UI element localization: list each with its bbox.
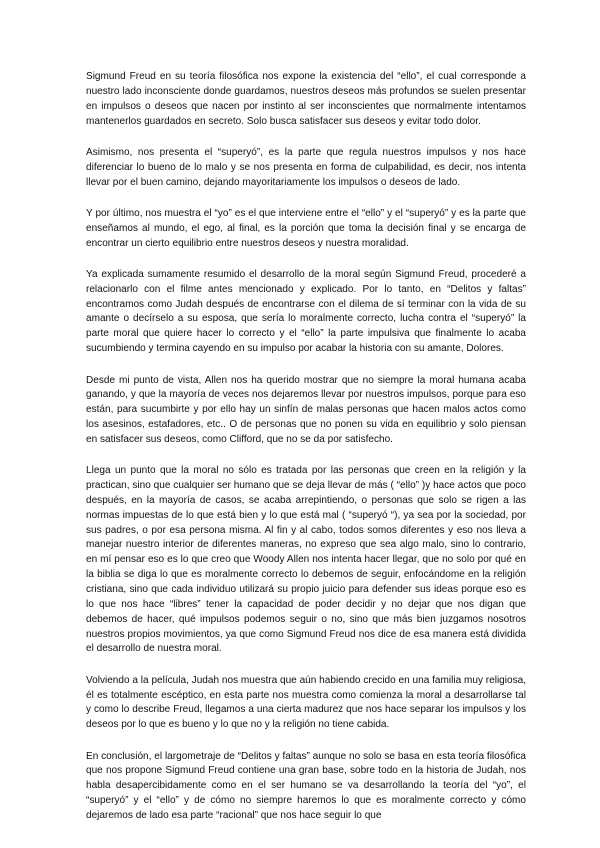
- paragraph-superyo: Asimismo, nos presenta el “superyó”, es la parte que regula nuestros impulsos y nos hace diferenciar lo bueno de lo malo y se nos presenta en forma de culpabilidad, es decir, nos intenta llevar por el buen camino, dejando mayoritariamente los impulsos o deseos de lado.: [86, 146, 526, 188]
- paragraph-moral-religion: Llega un punto que la moral no sólo es tratada por las personas que creen en la religión y la practican, sino que cualquier ser humano que se deja llevar de más ( “ello” )y hace actos que poco después, en la mayoría de casos, se acaba arrepintiendo, o personas que solo se rigen a las normas impuestas de lo que está bien y lo que está mal ( “superyó “), ya sea por la sociedad, por sus padres, o por esa persona misma. Al fin y al cabo, todos somos diferentes y eso nos lleva a manejar nuestro interior de diferentes maneras, no expreso que sea algo malo, sino lo contrario, en mí pensar eso es lo que creo que Woody Allen nos intenta hacer llegar, que no solo por qué en la biblia se diga lo que es moralmente correcto lo debemos de seguir, enfocándome en la religión cristiana, sino que cada individuo utilizará su propio juicio para defender sus ideas porque eso es lo que nos hace “libres” tener la capacidad de poder decidir y no dejar que nos digan que debemos de hacer, qué impulsos podemos seguir o no, sino que más bien juzgamos nosotros nuestros propios movimientos, ya que como Sigmund Freud nos dice de esa manera está dividida el desarrollo de nuestra moral.: [86, 465, 526, 655]
- paragraph-ello: Sigmund Freud en su teoría filosófica nos expone la existencia del “ello”, el cual corresponde a nuestro lado inconsciente donde guardamos, nuestros deseos más profundos se suelen presentar en impulsos o deseos que nacen por instinto al ser inconscientes que normalmente intentamos mantenerlos guardados en secreto. Solo busca satisfacer sus deseos y evitar todo dolor.: [86, 71, 526, 127]
- paragraph-conclusion: En conclusión, el largometraje de “Delitos y faltas” aunque no solo se basa en esta teoría filosófica que nos propone Sigmund Freud contiene una gran base, sobre todo en la historia de Judah, nos habla desapercibidamente como en el ser humano se va desarrollando la teoría del “yo”, el “superyó” y el “ello” y de cómo no siempre haremos lo que es moralmente correcto y cómo dejaremos de lado esa parte “racional” que nos hace seguir lo que: [86, 750, 526, 821]
- paragraph-judah: Volviendo a la película, Judah nos muestra que aún habiendo crecido en una familia muy religiosa, él es totalmente escéptico, en esta parte nos muestra como comienza la moral a desarrollarse tal y como lo describe Freud, llegamos a una cierta madurez que nos hace separar los impulsos y los deseos por lo que es bueno y lo que no y la religión no tiene cabida.: [86, 674, 526, 731]
- paragraph-film-relation: Ya explicada sumamente resumido el desarrollo de la moral según Sigmund Freud, procederé a relacionarlo con el filme antes mencionado y explicado. Por lo tanto, en “Delitos y faltas” encontramos como Judah después de encontrarse con el dilema de sí terminar con la vida de su amante o decírselo a su esposa, que sería lo moralmente correcto, lucha contra el “superyó” la parte moral que quiere hacer lo correcto y el “ello” la parte impulsiva que finalmente lo acaba sucumbiendo y termina cayendo en su impulso por acabar la historia con su amante, Dolores.: [86, 268, 526, 355]
- paragraph-point-of-view: Desde mi punto de vista, Allen nos ha querido mostrar que no siempre la moral humana acaba ganando, y que la mayoría de veces nos dejaremos llevar por nuestros impulsos, porque para eso están, para sucumbirte y por ello hay un sinfín de malas personas que hacen malos actos como los asesinos, estafadores, etc.. O de personas que no ponen su vida en equilibrio y solo piensan en satisfacer sus deseos, como Clifford, que no se da por satisfecho.: [86, 374, 526, 445]
- paragraph-yo: Y por último, nos muestra el “yo” es el que interviene entre el “ello” y el “superyó” y es la parte que enseñamos al mundo, el ego, al final, es la porción que toma la decisión final y se encarga de encontrar un cierto equilibrio entre nuestros deseos y nuestra moralidad.: [86, 207, 526, 249]
- document-body: [86, 70, 526, 840]
